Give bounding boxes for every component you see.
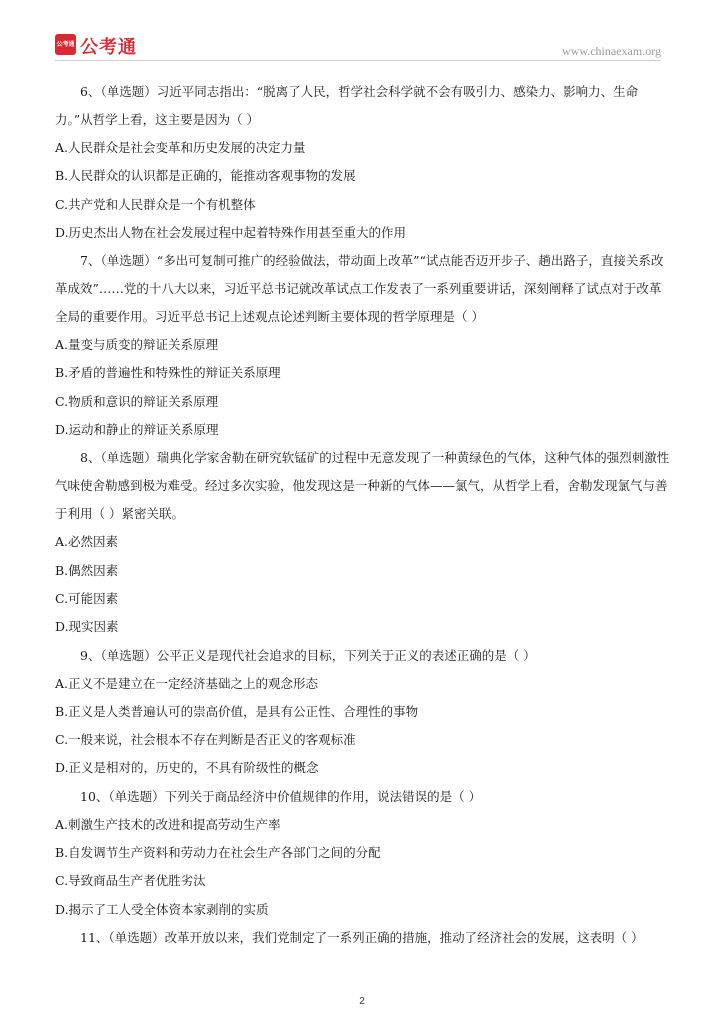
answer-option: D.正义是相对的，历史的，不具有阶级性的概念 xyxy=(55,760,319,776)
answer-option: C.一般来说，社会根本不存在判断是否正义的客观标准 xyxy=(55,732,356,748)
site-url: www.chinaexam.org xyxy=(562,44,661,58)
page-header xyxy=(0,0,724,64)
page-number: 2 xyxy=(359,996,365,1007)
question-block xyxy=(55,783,670,924)
question-block xyxy=(55,78,670,247)
logo-icon: 公考通 xyxy=(55,34,76,55)
answer-option: B.偶然因素 xyxy=(55,562,119,578)
answer-option: A.正义不是建立在一定经济基础之上的观念形态 xyxy=(55,675,319,691)
answer-option: A.刺激生产技术的改进和提高劳动生产率 xyxy=(55,816,281,832)
question-block xyxy=(55,924,670,952)
answer-option: A.人民群众是社会变革和历史发展的决定力量 xyxy=(55,140,306,155)
question-block xyxy=(55,642,670,783)
question-stem: 6、（单选题）习近平同志指出：“脱离了人民，哲学社会科学就不会有吸引力、感染力、影响力、生命力。”从哲学上看，这主要是因为（ ） xyxy=(55,84,639,127)
question-stem: 11、（单选题）改革开放以来，我们党制定了一系列正确的措施，推动了经济社会的发展，这表明（ ） xyxy=(80,929,644,945)
answer-option: B.矛盾的普遍性和特殊性的辩证关系原理 xyxy=(55,365,281,381)
answer-option: B.正义是人类普遍认可的崇高价值，是具有公正性、合理性的事物 xyxy=(55,703,419,719)
question-stem: 9、（单选题）公平正义是现代社会追求的目标，下列关于正义的表述正确的是（ ） xyxy=(80,647,536,663)
question-block xyxy=(55,247,670,444)
logo-text: 公考通 xyxy=(80,37,137,58)
question-stem: 10、（单选题）下列关于商品经济中价值规律的作用，说法错误的是（ ） xyxy=(80,788,482,804)
answer-option: A.量变与质变的辩证关系原理 xyxy=(55,337,219,353)
answer-option: B.人民群众的认识都是正确的，能推动客观事物的发展 xyxy=(55,168,356,184)
answer-option: D.历史杰出人物在社会发展过程中起着特殊作用甚至重大的作用 xyxy=(55,224,407,240)
answer-option: C.可能因素 xyxy=(55,590,119,606)
answer-option: C.导致商品生产者优胜劣汰 xyxy=(55,873,206,889)
answer-option: D.运动和静止的辩证关系原理 xyxy=(55,422,219,438)
question-block xyxy=(55,444,670,641)
question-stem: 7、（单选题）“多出可复制可推广的经验做法，带动面上改革”“试点能否迈开步子、趟出路子，直接关系改革成效”……党的十八大以来，习近平总书记就改革试点工作发表了一系列重要讲话，深刻阐释了试点对于改革全局的重要作用。习近平总书记上述观点论述判断主要体现的哲学原理是（ ） xyxy=(55,253,664,325)
answer-option: C.物质和意识的辩证关系原理 xyxy=(55,393,219,409)
answer-option: D.现实因素 xyxy=(55,619,119,635)
answer-option: A.必然因素 xyxy=(55,534,119,550)
answer-option: D.揭示了工人受全体资本家剥削的实质 xyxy=(55,901,269,917)
answer-option: B.自发调节生产资料和劳动力在社会生产各部门之间的分配 xyxy=(55,845,381,861)
answer-option: C.共产党和人民群众是一个有机整体 xyxy=(55,196,256,212)
header-divider xyxy=(55,60,661,61)
question-list xyxy=(55,78,670,952)
question-stem: 8、（单选题）瑞典化学家舍勒在研究软锰矿的过程中无意发现了一种黄绿色的气体，这种气体的强烈刺激性气味使舍勒感到极为难受。经过多次实验，他发现这是一种新的气体——氯气，从哲学上看，舍勒发现氯气与善于利用（ ）紧密关联。 xyxy=(55,450,670,522)
